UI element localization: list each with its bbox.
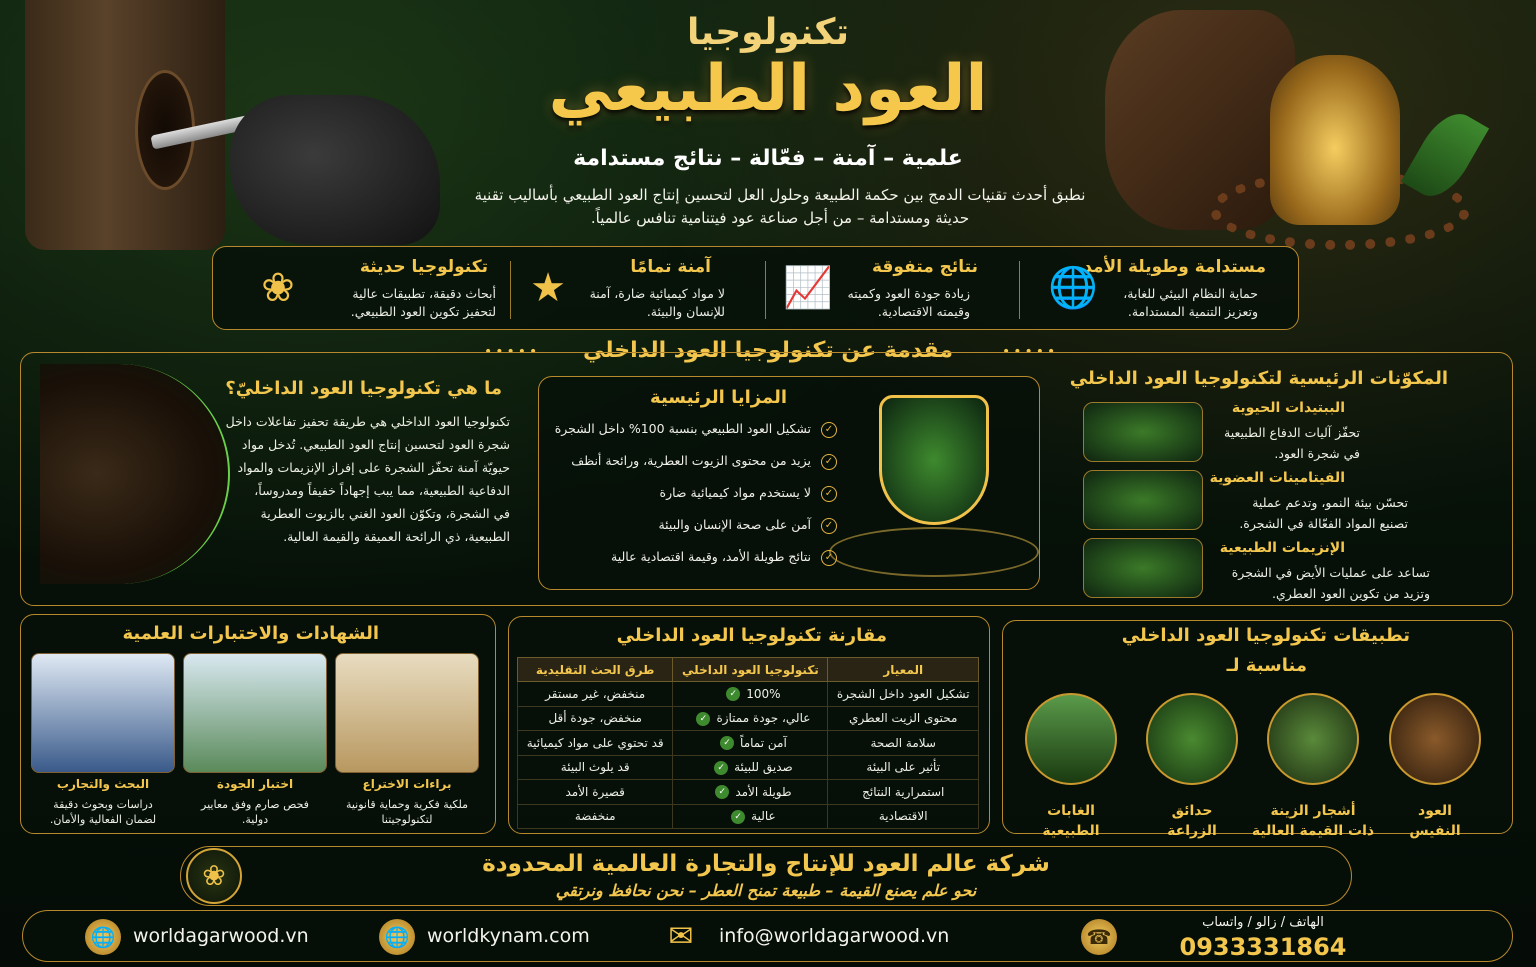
advantage-item: ✓لا يستخدم مواد كيميائية ضارة — [660, 485, 837, 502]
check-icon: ✓ — [821, 486, 837, 502]
component-name: الفيتامينات العضوية — [1209, 470, 1345, 486]
shield-tree-icon — [879, 395, 989, 525]
feature-modern — [233, 247, 508, 331]
col-traditional: طرق الحث التقليدية — [518, 658, 673, 682]
dna-icon — [1083, 402, 1203, 462]
forest-image — [1025, 693, 1117, 785]
comparison-panel — [508, 616, 990, 834]
check-icon: ✓ — [726, 687, 740, 701]
divider — [765, 261, 766, 319]
bonsai-image — [1267, 693, 1359, 785]
heading-dots-left: ••••• — [484, 344, 541, 360]
feature-title: نتائج متفوقة — [871, 257, 978, 277]
header-title: العود الطبيعي — [548, 52, 988, 126]
comparison-table — [517, 657, 979, 829]
check-icon: ✓ — [731, 810, 745, 824]
feature-sustainable — [1033, 247, 1298, 331]
advantage-item: ✓آمن على صحة الإنسان والبيئة — [658, 517, 837, 534]
col-internal-tech: تكنولوجيا العود الداخلي — [673, 658, 828, 682]
certs-panel — [20, 614, 496, 834]
vitamin-molecule-icon — [1083, 470, 1203, 530]
header-supertitle: تكنولوجيا — [687, 12, 849, 53]
component-desc: تحفّز آليات الدفاع الطبيعية في شجرة العود. — [1224, 425, 1360, 461]
glow-ring — [829, 527, 1039, 577]
check-icon: ✓ — [696, 712, 710, 726]
applications-title: تطبيقات تكنولوجيا العود الداخلي — [1121, 625, 1410, 646]
feature-desc: لا مواد كيميائية ضارة، آمنة للإنسان والبيئة. — [589, 286, 725, 319]
feature-title: آمنة تمامًا — [630, 257, 711, 277]
table-row: استمرارية النتائج طويلة الأمد✓ قصيرة الأمد — [518, 780, 979, 805]
phone-number[interactable]: 0933331864 — [1179, 933, 1347, 961]
globe-icon: 🌐 — [379, 919, 415, 955]
what-is-panel — [30, 360, 530, 598]
component-desc: تحسّن بيئة النمو، وتدعم عملية تصنيع المواد الفعّالة في الشجرة. — [1239, 495, 1408, 531]
globe-icon: 🌐 — [85, 919, 121, 955]
leaf-logo-icon: ❀ — [186, 848, 242, 904]
website-link-2[interactable]: worldkynam.com — [427, 925, 590, 947]
comparison-title: مقارنة تكنولوجيا العود الداخلي — [616, 625, 887, 646]
table-row: تشكيل العود داخل الشجرة 100%✓ منخفض، غير مستقر — [518, 682, 979, 707]
table-row: تأثير على البيئة صديق للبيئة✓ قد يلوث البيئة — [518, 755, 979, 780]
applications-subtitle: مناسبة لـ — [1226, 655, 1307, 676]
advantages-title: المزايا الرئيسية — [650, 387, 787, 408]
feature-results — [768, 247, 1018, 331]
advantages-list — [554, 421, 837, 581]
cert-desc: دراسات وبحوث دقيقة لضمان الفعالية والأمان. — [49, 798, 157, 826]
feature-desc: حماية النظام البيئي للغابة، وتعزيز التنمية المستدامة. — [1123, 286, 1258, 319]
company-slogan: نحو علم يصنع القيمة – طبيعة تمنح العطر – نحن نحافظ ونرتقي — [555, 881, 977, 900]
feature-desc: أبحاث دقيقة، تطبيقات عالية لتحفيز تكوين العود الطبيعي. — [350, 286, 496, 319]
chart-up-icon: 📈 — [783, 265, 833, 311]
advantage-item: ✓نتائج طويلة الأمد، وقيمة اقتصادية عالية — [611, 549, 837, 566]
section-title: مقدمة عن تكنولوجيا العود الداخلي — [582, 338, 953, 363]
cert-desc: فحص صارم وفق معايير دولية. — [201, 798, 309, 826]
cert-title: اختبار الجودة — [216, 777, 294, 791]
check-icon: ✓ — [720, 736, 734, 750]
table-row: الاقتصادية عالية✓ منخفضة — [518, 804, 979, 829]
divider — [1019, 261, 1020, 319]
advantages-panel — [538, 376, 1040, 590]
check-icon: ✓ — [821, 454, 837, 470]
components-panel — [1055, 356, 1510, 602]
company-name: شركة عالم العود للإنتاج والتجارة العالمية المحدودة — [482, 851, 1050, 877]
what-is-text: تكنولوجيا العود الداخلي هي طريقة تحفيز تفاعلات داخل شجرة العود لتحسين إنتاج العود الطبيعي. تُدخل مواد حيويّة آمنة تحفّز الشجرة على إفراز الإنزيمات والمواد الدفاعية الطبيعية، مما يبب إجهاداً خفيفاً ومدروساً، في الشجرة، وتكوّن العود الغني بالزيوت العطرية الطبيعية، ذي الرائحة العميقة والقيمة العالية. — [225, 414, 510, 544]
company-banner — [180, 846, 1352, 906]
website-link-1[interactable]: worldagarwood.vn — [133, 925, 309, 947]
check-icon: ✓ — [715, 785, 729, 799]
table-row: سلامة الصحة آمن تماماً✓ قد تحتوي على مواد كيميائية — [518, 731, 979, 756]
what-is-title: ما هي تكنولوجيا العود الداخليّ؟ — [225, 378, 502, 399]
table-row: محتوى الزيت العطري عالي، جودة ممتازة✓ منخفض، جودة أقل — [518, 706, 979, 731]
cert-title: البحث والتجارب — [56, 777, 150, 791]
features-bar — [212, 246, 1299, 330]
application-label: أشجار الزينة ذات القيمة العالية — [1251, 803, 1375, 839]
globe-icon: 🌐 — [1048, 265, 1098, 311]
agarwood-image — [1389, 693, 1481, 785]
phone-label: الهاتف / زالو / واتساب — [1202, 915, 1324, 930]
components-title: المكوّنات الرئيسية لتكنولوجيا العود الداخلي — [1069, 368, 1448, 389]
header-intro: نطبق أحدث تقنيات الدمج بين حكمة الطبيعة وحلول العل لتحسين إنتاج العود الطبيعي بأساليب تقنية حديثة ومستدامة – من أجل صناعة عود فيتنامية تنافس عالمياً. — [474, 186, 1086, 227]
heading-dots-right: ••••• — [1002, 344, 1059, 360]
patent-certificates-image — [335, 653, 479, 773]
application-label: حدائق الزراعة — [1167, 803, 1217, 839]
cert-desc: ملكية فكرية وحماية قانونية لتكنولوجيتنا — [345, 798, 469, 826]
certs-title: الشهادات والاختبارات العلمية — [122, 623, 379, 644]
component-name: الإنزيمات الطبيعية — [1219, 540, 1345, 556]
feature-title: مستدامة وطويلة الأمد — [1083, 257, 1266, 277]
application-label: العود النفيس — [1409, 803, 1461, 839]
feature-desc: زيادة جودة العود وكميته وقيمته الاقتصادية. — [847, 286, 970, 319]
component-desc: تساعد على عمليات الأيض في الشجرة وتزيد من تكوين العود العطري. — [1231, 565, 1430, 601]
feature-safe — [513, 247, 763, 331]
advantage-item: ✓يزيد من محتوى الزيوت العطرية، ورائحة أنظف — [571, 453, 837, 470]
phone-icon: ☎ — [1081, 919, 1117, 955]
applications-panel — [1002, 620, 1513, 839]
cert-title: براءات الاختراع — [362, 777, 452, 791]
leaf-icon: ❀ — [261, 265, 295, 311]
shield-star-icon: ★ — [530, 265, 566, 311]
component-name: الببتيدات الحيوية — [1231, 400, 1345, 416]
check-icon: ✓ — [821, 422, 837, 438]
molecular-tree-image — [40, 364, 230, 584]
envelope-icon: ✉ — [668, 919, 694, 954]
col-criterion: المعيار — [828, 658, 979, 682]
research-lab-image — [31, 653, 175, 773]
quality-test-image — [183, 653, 327, 773]
feature-title: تكنولوجيا حديثة — [359, 257, 488, 277]
check-icon: ✓ — [714, 761, 728, 775]
advantage-item: ✓تشكيل العود الطبيعي بنسبة 100% داخل الشجرة — [555, 421, 837, 438]
garden-tree-image — [1146, 693, 1238, 785]
email-link[interactable]: info@worldagarwood.vn — [719, 925, 950, 947]
contact-bar — [22, 910, 1513, 962]
check-icon: ✓ — [821, 518, 837, 534]
enzyme-molecule-icon — [1083, 538, 1203, 598]
header-tagline: علمية – آمنة – فعّالة – نتائج مستدامة — [573, 146, 963, 171]
divider — [510, 261, 511, 319]
application-label: الغابات الطبيعية — [1042, 803, 1100, 839]
check-icon: ✓ — [821, 550, 837, 566]
